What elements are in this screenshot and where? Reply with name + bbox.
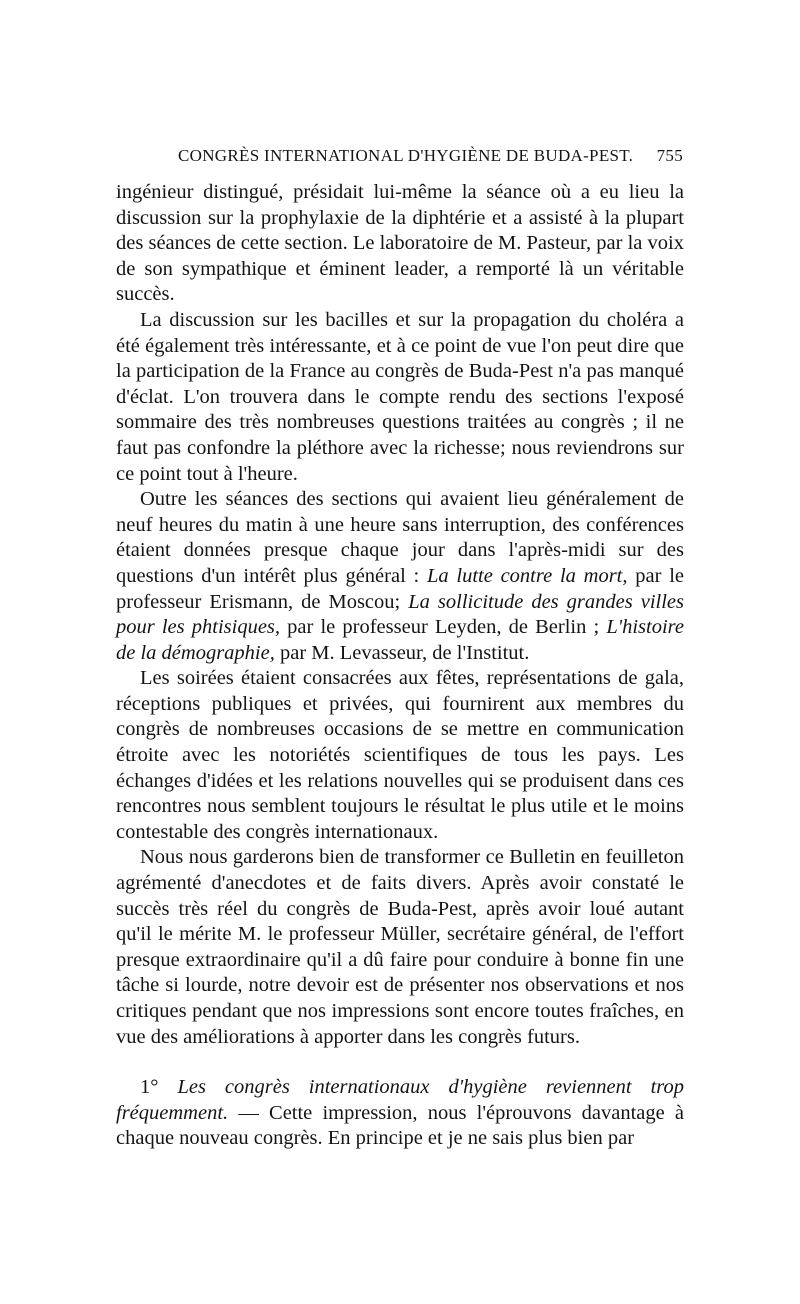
lecture-title-2: La sollicitude des grandes villes pour les phtisiques,: [116, 590, 684, 639]
paragraph-3-text-d: par M. Levasseur, de l'Institut.: [274, 641, 530, 664]
running-title: CONGRÈS INTERNATIONAL D'HYGIÈNE DE BUDA-PEST.: [178, 146, 634, 165]
paragraph-3-text-c: par le professeur Leyden, de Berlin ;: [280, 616, 607, 639]
lecture-title-3: L'histoire de la démographie,: [116, 616, 684, 664]
section-number: 1°: [140, 1076, 159, 1099]
section-text: — Cette impression, nous l'éprouvons davantage à chaque nouveau congrès. En principe et je ne sais plus bien par: [116, 1101, 684, 1150]
lecture-title-1: La lutte contre la mort,: [426, 564, 628, 587]
paragraph-1: ingénieur distingué, présidait lui-même la séance où a eu lieu la discussion sur la prophylaxie de la diphtérie et a assisté à la plupart des séances de cette section. Le laboratoire de M. Pasteur, par la voix de son sympathique et éminent leader, a remporté là un véritable succès.: [116, 181, 684, 306]
paragraph-3: [116, 487, 684, 666]
paragraph-3-text-b: par le professeur Erismann, de Moscou;: [116, 564, 684, 613]
section-heading: Les congrès internationaux d'hygiène reviennent trop fréquemment.: [116, 1076, 684, 1124]
page-number: 755: [656, 146, 683, 165]
paragraph-5: Nous nous garderons bien de transformer ce Bulletin en feuilleton agrémenté d'anecdotes et de faits divers. Après avoir constaté le succès très réel du congrès de Buda-Pest, après avoir loué autant qu'il le mérite M. le professeur Müller, secrétaire général, de l'effort presque extraordinaire qu'il a dû faire pour conduire à bonne fin une tâche si lourde, notre devoir est de présenter nos observations et nos critiques pendant que nos impressions sont encore toutes fraîches, en vue des améliorations à apporter dans les congrès futurs.: [116, 846, 684, 1048]
paragraph-4: Les soirées étaient consacrées aux fêtes, représentations de gala, réceptions publiques et privées, qui fournirent aux membres du congrès de nombreuses occasions de se mettre en communication étroite avec les notoriétés scientifiques de tous les pays. Les échanges d'idées et les relations nouvelles qui se produisent dans ces rencontres nous semblent toujours le résultat le plus utile et le moins contestable des congrès internationaux.: [116, 667, 684, 843]
section-paragraph: [116, 1075, 684, 1152]
running-header: [178, 146, 683, 166]
paragraph-2: La discussion sur les bacilles et sur la propagation du choléra a été également très intéressante, et à ce point de vue l'on peut dire que la participation de la France au congrès de Buda-Pest n'a pas manqué d'éclat. L'on trouvera dans le compte rendu des sections l'exposé sommaire des très nombreuses questions traitées au congrès ; il ne faut pas confondre la pléthore avec la richesse; nous reviendrons sur ce point tout à l'heure.: [116, 308, 684, 485]
paragraph-3-text-a: Outre les séances des sections qui avaient lieu généralement de neuf heures du matin à une heure sans interruption, des conférences étaient données presque chaque jour dans l'après-midi sur des questions d'un intérêt plus général :: [116, 488, 684, 587]
body-text: [116, 180, 684, 1152]
